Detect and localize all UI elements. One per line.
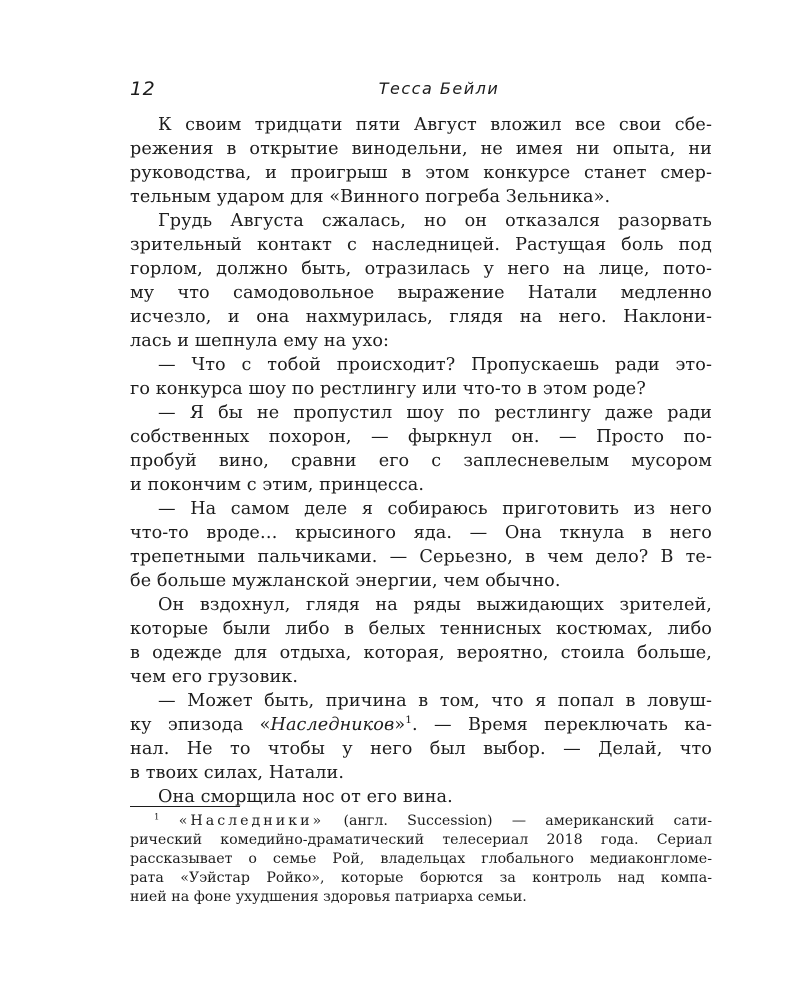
paragraph-with-footnote-ref bbox=[130, 689, 712, 785]
text-line: и покончим с этим, принцесса. bbox=[130, 475, 425, 495]
text-line: горлом, должно быть, отразилась у него на лице, пото- bbox=[130, 259, 712, 279]
paragraph bbox=[130, 353, 712, 401]
text-fragment: » bbox=[394, 715, 406, 735]
body-text bbox=[130, 113, 712, 809]
text-line bbox=[130, 713, 712, 737]
text-line: в твоих силах, Натали. bbox=[130, 763, 345, 783]
text-line: К своим тридцати пяти Август вложил все свои сбе- bbox=[158, 115, 712, 135]
text-line: Грудь Августа сжалась, но он отказался разорвать bbox=[158, 211, 712, 231]
text-line: го конкурса шоу по рестлингу или что-то в этом роде? bbox=[130, 379, 646, 399]
footnote-divider bbox=[130, 806, 240, 807]
footnote-ref-marker[interactable]: 1 bbox=[405, 714, 413, 727]
paragraph bbox=[130, 209, 712, 353]
text-line: му что самодовольное выражение Натали медленно bbox=[130, 283, 712, 303]
footnote-line: рата «Уэйстар Ройко», которые борются за контроль над компа- bbox=[130, 870, 712, 886]
text-line: зрительный контакт с наследницей. Растущая боль под bbox=[130, 235, 712, 255]
text-line: которые были либо в белых теннисных костюмах, либо bbox=[130, 619, 712, 639]
text-line: нал. Не то чтобы у него был выбор. — Делай, что bbox=[130, 739, 712, 759]
paragraph bbox=[130, 401, 712, 497]
italic-title: Наследников bbox=[270, 715, 395, 735]
text-line: чем его грузовик. bbox=[130, 667, 299, 687]
text-line: — Я бы не пропустил шоу по рестлингу даже ради bbox=[158, 403, 712, 423]
page-header bbox=[130, 78, 712, 102]
paragraph bbox=[130, 497, 712, 593]
page-number: 12 bbox=[130, 78, 156, 100]
text-line: руководства, и проигрыш в этом конкурсе станет смер- bbox=[130, 163, 712, 183]
text-line: лась и шепнула ему на ухо: bbox=[130, 331, 390, 351]
footnote bbox=[130, 812, 712, 907]
text-line: режения в открытие винодельни, не имея ни опыта, ни bbox=[130, 139, 712, 159]
text-fragment: (англ. Succession) — американский сати- bbox=[324, 813, 712, 829]
text-line: — На самом деле я собираюсь приготовить из него bbox=[158, 499, 712, 519]
text-line: бе больше мужланской энергии, чем обычно. bbox=[130, 571, 561, 591]
text-line: тельным ударом для «Винного погреба Зельника». bbox=[130, 187, 611, 207]
text-line: что-то вроде… крысиного яда. — Она ткнула в него bbox=[130, 523, 712, 543]
running-head-author: Тесса Бейли bbox=[378, 79, 500, 98]
text-line: исчезло, и она нахмурилась, глядя на него. Наклони- bbox=[130, 307, 712, 327]
text-fragment: ку эпизода « bbox=[130, 715, 271, 735]
paragraph bbox=[130, 113, 712, 209]
text-line: Он вздохнул, глядя на ряды выжидающих зрителей, bbox=[158, 595, 712, 615]
text-line: пробуй вино, сравни его с заплесневелым мусором bbox=[130, 451, 712, 471]
text-line: в одежде для отдыха, которая, вероятно, стоила больше, bbox=[130, 643, 712, 663]
footnote-marker: 1 bbox=[154, 812, 160, 823]
footnote-line bbox=[130, 812, 712, 831]
paragraph bbox=[130, 593, 712, 689]
text-line: трепетными пальчиками. — Серьезно, в чем дело? В те- bbox=[130, 547, 712, 567]
text-line: — Что с тобой происходит? Пропускаешь ради это- bbox=[158, 355, 712, 375]
footnote-line: рический комедийно-драматический телесериал 2018 года. Сериал bbox=[130, 832, 712, 848]
text-line: Она сморщила нос от его вина. bbox=[158, 787, 453, 807]
footnote-line: нией на фоне ухудшения здоровья патриарха семьи. bbox=[130, 889, 527, 905]
footnote-term: «Наследники» bbox=[178, 813, 325, 829]
text-fragment: . — Время переключать ка- bbox=[412, 715, 712, 735]
text-line: собственных похорон, — фыркнул он. — Просто по- bbox=[130, 427, 712, 447]
footnote-line: рассказывает о семье Рой, владельцах глобального медиаконгломе- bbox=[130, 851, 712, 867]
text-line: — Может быть, причина в том, что я попал в ловуш- bbox=[158, 691, 712, 711]
